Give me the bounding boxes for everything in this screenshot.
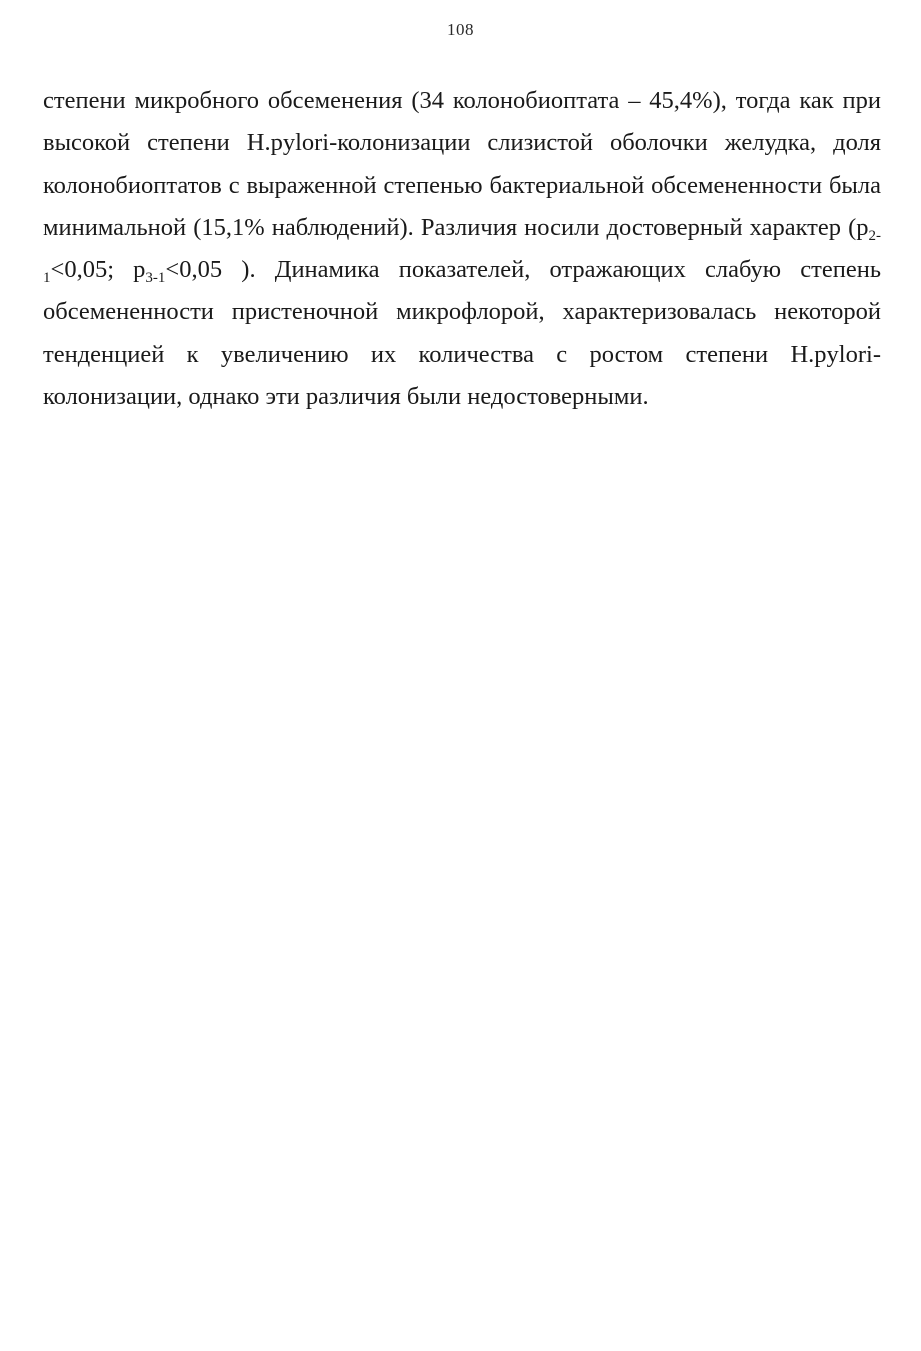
text-fragment: высокой степени H.pylori-колонизации слизистой оболочки желудка, доля — [43, 129, 881, 157]
text-fragment: <0,05 ). Динамика показателей, отражающих слабую степень — [165, 256, 881, 284]
text-line: тенденцией к увеличению их количества с ростом степени H.pylori- — [43, 340, 881, 368]
page-number: 108 — [447, 20, 474, 39]
text-line: колонобиоптатов с выраженной степенью бактериальной обсемененности была — [43, 171, 881, 199]
text-line — [43, 207, 881, 249]
text-line: колонизации, однако эти различия были недостоверными. — [43, 383, 649, 411]
subscript: 1 — [43, 270, 51, 287]
text-line: степени микробного обсеменения (34 колонобиоптата – 45,4%), тогда как при — [43, 87, 881, 114]
body-paragraph — [43, 80, 881, 418]
subscript: 3-1 — [145, 270, 166, 287]
text-fragment: минимальной (15,1% наблюдений). Различия носили достоверный характер (р — [43, 213, 869, 241]
subscript: 2- — [868, 227, 881, 244]
text-line — [43, 122, 881, 164]
text-line: обсемененности пристеночной микрофлорой, характеризовалась некоторой — [43, 298, 881, 326]
text-line — [43, 249, 881, 291]
text-fragment: <0,05; р — [50, 256, 146, 284]
